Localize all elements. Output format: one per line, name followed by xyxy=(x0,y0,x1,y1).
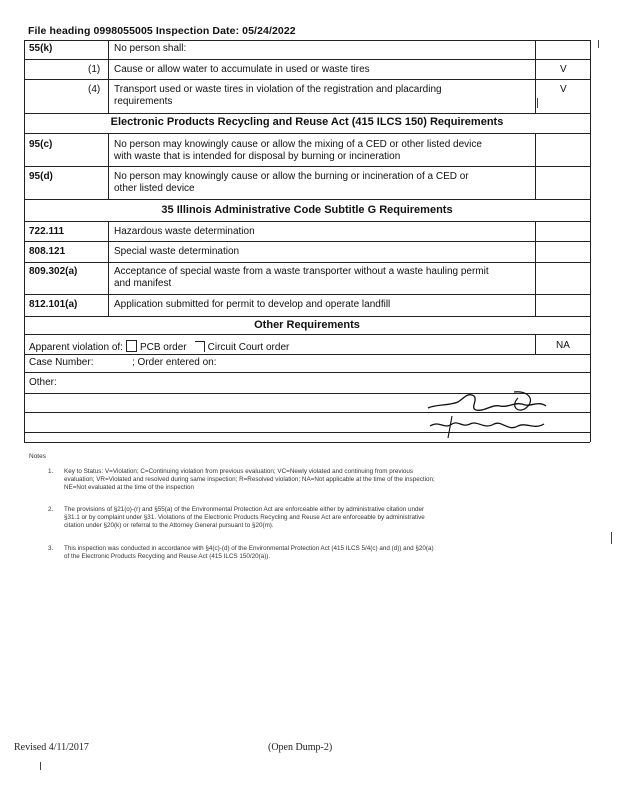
note-text xyxy=(64,506,594,530)
requirement-text: No person shall: xyxy=(114,43,187,54)
form-name: (Open Dump-2) xyxy=(268,742,333,753)
note-number: 2. xyxy=(48,506,54,513)
sub-number: (4) xyxy=(88,84,101,95)
section-heading-epra: Electronic Products Recycling and Reuse Act (415 ILCS 150) Requirements xyxy=(110,116,504,128)
note-line: The provisions of §21(o)-(r) and §55(a) of the Environmental Protection Act are enforceable either by administrative citation under xyxy=(64,506,425,513)
case-number-label: Case Number: xyxy=(29,357,94,368)
pcb-order-label: PCB order xyxy=(139,342,187,353)
other-status-value: NA xyxy=(556,340,570,351)
code-95c: 95(c) xyxy=(29,139,53,150)
requirement-text: No person may knowingly cause or allow the mixing of a CED or other listed device xyxy=(114,139,482,150)
status-value: V xyxy=(560,84,567,95)
code-808-121: 808.121 xyxy=(29,246,66,257)
order-entered-label: ; Order entered on: xyxy=(132,357,217,368)
requirement-text: Hazardous waste determination xyxy=(114,226,255,237)
sub-number: (1) xyxy=(88,64,101,75)
note-line: of the Electronic Products Recycling and Reuse Act (415 ILCS 150/20(a)). xyxy=(64,553,271,560)
note-line: NE=Not evaluated at the time of the inspection xyxy=(64,484,195,491)
note-line: §31.1 or by complaint under §31. Violations of the Electronic Products Recycling and Reuse Act are enforceable by administrative xyxy=(64,514,425,521)
code-55k: 55(k) xyxy=(29,43,53,54)
status-value: V xyxy=(560,64,567,75)
note-line: citation under §20(k) or referral to the Attorney General pursuant to §20(m). xyxy=(64,522,274,529)
requirement-text: Application submitted for permit to develop and operate landfill xyxy=(114,299,391,310)
scan-mark xyxy=(537,98,538,108)
pcb-order-checkbox[interactable] xyxy=(126,340,137,352)
note-line: evaluation; VR=Violated and resolved during same inspection; R=Resolved violation; NA=Not applicable at the time of the inspection; xyxy=(64,476,435,483)
requirement-text: with waste that is intended for disposal by burning or incineration xyxy=(114,151,401,162)
requirement-text: other listed device xyxy=(114,183,195,194)
apparent-violation-row xyxy=(29,340,289,354)
other-label: Other: xyxy=(29,377,57,388)
requirement-text: Cause or allow water to accumulate in used or waste tires xyxy=(114,64,370,75)
requirement-text: and manifest xyxy=(114,278,172,289)
circuit-court-checkbox[interactable] xyxy=(195,341,205,352)
requirement-text: Special waste determination xyxy=(114,246,240,257)
section-heading-iac: 35 Illinois Administrative Code Subtitle G Requirements xyxy=(161,204,453,216)
code-95d: 95(d) xyxy=(29,171,53,182)
file-heading: File heading 0998055005 Inspection Date: 05/24/2022 xyxy=(28,25,296,37)
note-number: 1. xyxy=(48,468,54,475)
scan-mark xyxy=(40,762,41,770)
scan-mark xyxy=(611,532,612,544)
requirement-text: requirements xyxy=(114,96,173,107)
inspector-signature xyxy=(418,386,558,446)
code-809-302a: 809.302(a) xyxy=(29,266,78,277)
code-722-111: 722.111 xyxy=(29,226,65,237)
notes-heading: Notes xyxy=(29,453,46,460)
requirement-text: No person may knowingly cause or allow the burning or incineration of a CED or xyxy=(114,171,469,182)
scan-mark xyxy=(598,40,599,48)
note-number: 3. xyxy=(48,545,54,552)
note-text xyxy=(64,468,594,492)
section-heading-other: Other Requirements xyxy=(254,319,360,331)
note-text xyxy=(64,545,594,561)
requirement-text: Transport used or waste tires in violation of the registration and placarding xyxy=(114,84,442,95)
circuit-court-label: Circuit Court order xyxy=(207,342,290,353)
code-812-101a: 812.101(a) xyxy=(29,299,78,310)
requirement-text: Acceptance of special waste from a waste transporter without a waste hauling permit xyxy=(114,266,489,277)
note-line: This inspection was conducted in accordance with §4(c)-(d) of the Environmental Protection Act (415 ILCS 5/4(c) and (d)) and §20(a) xyxy=(64,545,434,552)
note-line: Key to Status: V=Violation; C=Continuing violation from previous evaluation; VC=Newly violated and continuing from previous xyxy=(64,468,414,475)
revised-date: Revised 4/11/2017 xyxy=(14,742,89,753)
apparent-violation-label: Apparent violation of: xyxy=(29,342,123,353)
